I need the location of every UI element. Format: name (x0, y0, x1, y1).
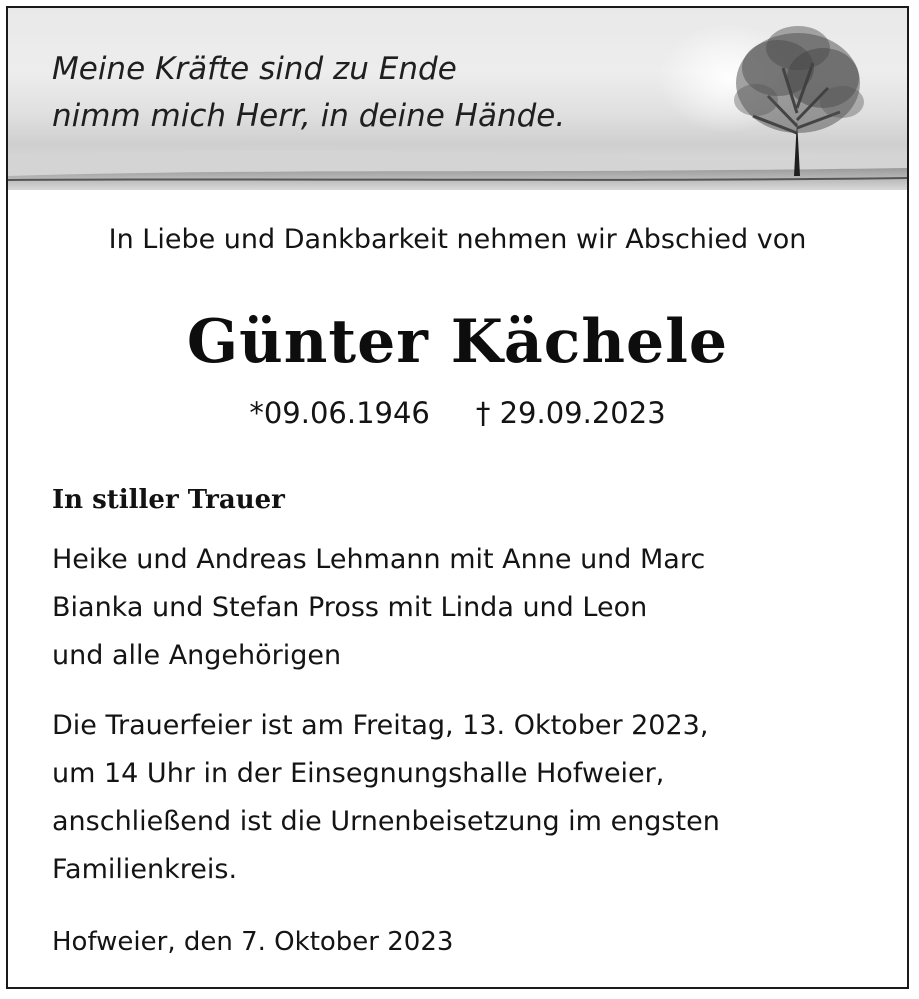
ceremony-line: Die Trauerfeier ist am Freitag, 13. Oktober 2023, (52, 710, 709, 741)
birth-date: *09.06.1946 (249, 396, 430, 430)
intro-text: In Liebe und Dankbarkeit nehmen wir Abschied von (108, 224, 807, 255)
ceremony-line: anschließend ist die Urnenbeisetzung im engsten (52, 806, 720, 837)
death-date: † 29.09.2023 (475, 396, 666, 430)
ceremony-line: Familienkreis. (52, 854, 238, 885)
mourners-title: In stiller Trauer (52, 485, 285, 515)
mourners-list (52, 536, 705, 680)
tree-icon (734, 26, 864, 176)
place-date: Hofweier, den 7. Oktober 2023 (52, 927, 454, 957)
verse-line-1: Meine Kräfte sind zu Ende (52, 51, 457, 87)
obituary-notice (6, 6, 909, 989)
ceremony-info (52, 702, 720, 894)
mourner-line: und alle Angehörigen (52, 640, 342, 671)
mourner-line: Heike und Andreas Lehmann mit Anne und Marc (52, 544, 706, 575)
deceased-name: Günter Kächele (186, 307, 729, 377)
mourner-line: Bianka und Stefan Pross mit Linda und Leon (52, 592, 648, 623)
verse (52, 46, 565, 140)
ceremony-line: um 14 Uhr in der Einsegnungshalle Hofweier, (52, 758, 665, 789)
header-banner (8, 8, 907, 190)
life-dates (8, 392, 907, 434)
verse-line-2: nimm mich Herr, in deine Hände. (52, 98, 566, 134)
